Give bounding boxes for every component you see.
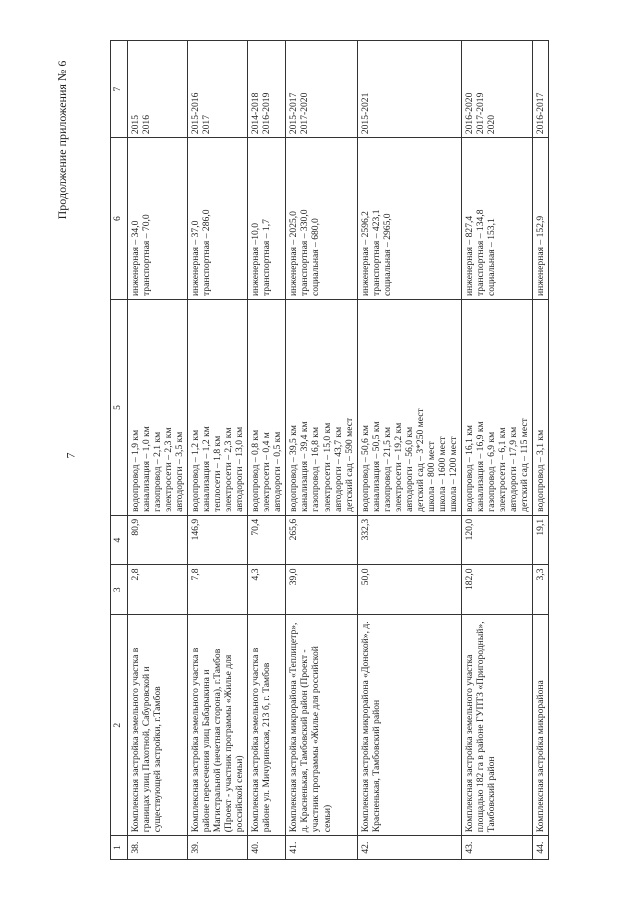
area-cell: 50,0 bbox=[357, 565, 461, 615]
table-row bbox=[533, 41, 549, 860]
header-cell: 2 bbox=[111, 615, 128, 836]
cell-line: 2015-2021 bbox=[359, 92, 371, 135]
cell-line: автодороги – 3,5 км bbox=[174, 431, 186, 512]
table-row bbox=[461, 41, 532, 860]
header-cell: 3 bbox=[111, 565, 128, 615]
cell-line: детский сад – 590 мест bbox=[343, 417, 355, 512]
cell-line: школа – 800 мест bbox=[425, 441, 437, 512]
cell-line: электросети – 15,0 км bbox=[321, 422, 333, 512]
cell-line: газопровод – 6,9 км bbox=[485, 431, 497, 512]
row-number-cell: 42. bbox=[357, 836, 461, 860]
volume-cell: 146,9 bbox=[188, 515, 248, 565]
cell-line: детский сад – 115 мест bbox=[519, 418, 531, 512]
cell-line: водопровод – 0,8 км bbox=[250, 429, 262, 512]
cell-line: водопровод – 1,2 км bbox=[190, 429, 202, 512]
project-name-cell: Комплексная застройка земельного участка площадью 182 га в районе ГУПТЗ «Пригородный», Тамбовский район bbox=[461, 615, 532, 836]
header-cell: 5 bbox=[111, 300, 128, 516]
cell-line: водопровод – 3,1 км bbox=[535, 429, 547, 512]
cell-line: электросети – 0,4 м bbox=[261, 432, 273, 512]
cell-line: 2020 bbox=[485, 114, 497, 135]
project-name-cell: Комплексная застройка микрорайона «Теплицетр», д. Красненькая, Тамбовский район (Проект - участник программы «Жилье для российской семьи) bbox=[286, 615, 357, 836]
project-name-cell: Комплексная застройка земельного участка в районе пересечения улиц Бабарыкина и Магистральной (нечетная сторона), г.Тамбов (Проект - участник программы «Жилье для российской семьи) bbox=[188, 615, 248, 836]
table-row bbox=[357, 41, 461, 860]
cell-line: школа – 1200 мест bbox=[447, 436, 459, 512]
area-cell: 7,8 bbox=[188, 565, 248, 615]
header-cell: 1 bbox=[111, 836, 128, 860]
cost-cell bbox=[533, 138, 549, 300]
cell-line: водопровод – 39,5 км bbox=[288, 425, 300, 512]
volume-cell: 332,3 bbox=[357, 515, 461, 565]
cell-line: электросети – 2,3 км bbox=[223, 427, 235, 512]
cell-line: транспортная – 1,7 bbox=[261, 219, 273, 297]
project-name-cell: Комплексная застройка микрорайона «Донской», д. Красненькая, Тамбовский район bbox=[357, 615, 461, 836]
period-cell bbox=[533, 41, 549, 138]
cell-line: 2017-2019 bbox=[474, 92, 486, 135]
cell-line: 2015 bbox=[130, 114, 141, 135]
cell-line: социальная – 680,0 bbox=[310, 218, 322, 297]
infrastructure-cell bbox=[533, 300, 549, 516]
area-cell: 182,0 bbox=[461, 565, 532, 615]
cell-line: инженерная – 2025,0 bbox=[288, 211, 300, 297]
cell-line: транспортная – 330,0 bbox=[299, 209, 311, 297]
cost-cell bbox=[248, 138, 286, 300]
area-cell: 4,3 bbox=[248, 565, 286, 615]
cell-line: транспортная – 70,0 bbox=[141, 214, 153, 297]
period-cell bbox=[188, 41, 248, 138]
period-cell bbox=[461, 41, 532, 138]
cell-line: автодороги – 56,0 км bbox=[403, 426, 415, 512]
cell-line: инженерная – 37,0 bbox=[190, 220, 202, 297]
cell-line: газопровод – 16,8 км bbox=[310, 426, 322, 512]
appendix-title: Продолжение приложения № 6 bbox=[55, 60, 69, 220]
cell-line: электросети – 19,2 км bbox=[392, 422, 404, 512]
cost-cell bbox=[286, 138, 357, 300]
cell-line: школа – 1600 мест bbox=[436, 436, 448, 512]
header-row bbox=[111, 41, 128, 860]
cost-cell bbox=[188, 138, 248, 300]
cell-line: 2015-2017 bbox=[288, 92, 300, 135]
cell-line: детский сад – 3*250 мест bbox=[414, 408, 426, 512]
project-name-cell: Комплексная застройка микрорайона bbox=[533, 615, 549, 836]
table-row bbox=[248, 41, 286, 860]
period-cell bbox=[128, 41, 188, 138]
cell-line: газопровод – 2,1 км bbox=[152, 431, 164, 512]
infrastructure-cell bbox=[188, 300, 248, 516]
row-number-cell: 43. bbox=[461, 836, 532, 860]
period-cell bbox=[248, 41, 286, 138]
rotated-table-container bbox=[110, 40, 620, 860]
volume-cell: 70,4 bbox=[248, 515, 286, 565]
infrastructure-cell bbox=[357, 300, 461, 516]
table-row bbox=[286, 41, 357, 860]
header-cell: 6 bbox=[111, 138, 128, 300]
cost-cell bbox=[357, 138, 461, 300]
volume-cell: 265,6 bbox=[286, 515, 357, 565]
cell-line: автодороги – 43,7 км bbox=[332, 426, 344, 512]
cell-line: инженерная – 152,9 bbox=[535, 215, 547, 297]
area-cell: 2,8 bbox=[128, 565, 188, 615]
cell-line: социальная – 2965,0 bbox=[381, 213, 393, 297]
cell-line: водопровод – 1,9 км bbox=[130, 429, 141, 512]
project-name-cell: Комплексная застройка земельного участка в границах улиц Пахотной, Сабуровской и существующей застройки, г.Тамбов bbox=[128, 615, 188, 836]
row-number-cell: 39. bbox=[188, 836, 248, 860]
cell-line: 2014-2018 bbox=[250, 92, 262, 135]
period-cell bbox=[286, 41, 357, 138]
cell-line: социальная – 153,1 bbox=[485, 218, 497, 297]
cell-line: водопровод – 50,6 км bbox=[359, 425, 371, 512]
cell-line: инженерная – 827,4 bbox=[463, 215, 475, 297]
cell-line: канализация – 1,2 км bbox=[201, 426, 213, 512]
cell-line: канализация – 39,4 км bbox=[299, 421, 311, 512]
project-name-cell: Комплексная застройка земельного участка в районе ул. Мичуринская, 213 б, г. Тамбов bbox=[248, 615, 286, 836]
cell-line: автодороги – 13,0 км bbox=[234, 426, 246, 512]
cell-line: газопровод – 21,5 км bbox=[381, 426, 393, 512]
infrastructure-cell bbox=[286, 300, 357, 516]
cell-line: 2016-2020 bbox=[463, 92, 475, 135]
cell-line: транспортная – 286,0 bbox=[201, 209, 213, 297]
cell-line: 2017 bbox=[201, 114, 213, 135]
table-row bbox=[128, 41, 188, 860]
row-number-cell: 41. bbox=[286, 836, 357, 860]
cell-line: теплосети – 1,8 км bbox=[212, 435, 224, 512]
row-number-cell: 40. bbox=[248, 836, 286, 860]
cell-line: канализация – 50,5 км bbox=[370, 421, 382, 512]
cell-line: инженерная –10,0 bbox=[250, 223, 262, 297]
cell-line: 2016-2017 bbox=[535, 92, 547, 135]
page-number: 7 bbox=[63, 452, 78, 459]
volume-cell: 19,1 bbox=[533, 515, 549, 565]
area-cell: 39,0 bbox=[286, 565, 357, 615]
investment-projects-table bbox=[110, 40, 549, 860]
volume-cell: 80,9 bbox=[128, 515, 188, 565]
cell-line: электросети – 6,1 км bbox=[496, 427, 508, 512]
cost-cell bbox=[461, 138, 532, 300]
cell-line: транспортная – 134,8 bbox=[474, 209, 486, 297]
header-cell: 7 bbox=[111, 41, 128, 138]
cell-line: инженерная – 34,0 bbox=[130, 220, 141, 297]
cell-line: автодороги – 0,5 км bbox=[272, 431, 284, 512]
cell-line: инженерная – 2596,2 bbox=[359, 211, 371, 297]
infrastructure-cell bbox=[461, 300, 532, 516]
cell-line: 2016-2019 bbox=[261, 92, 273, 135]
infrastructure-cell bbox=[128, 300, 188, 516]
row-number-cell: 44. bbox=[533, 836, 549, 860]
volume-cell: 120,0 bbox=[461, 515, 532, 565]
cell-line: 2015-2016 bbox=[190, 92, 202, 135]
area-cell: 3,3 bbox=[533, 565, 549, 615]
table-row bbox=[188, 41, 248, 860]
cell-line: электросети – 2,3 км bbox=[163, 427, 175, 512]
cost-cell bbox=[128, 138, 188, 300]
cell-line: канализация – 16,9 км bbox=[474, 421, 486, 512]
cell-line: 2016 bbox=[141, 114, 153, 135]
period-cell bbox=[357, 41, 461, 138]
cell-line: транспортная – 423,1 bbox=[370, 209, 382, 297]
infrastructure-cell bbox=[248, 300, 286, 516]
header-cell: 4 bbox=[111, 515, 128, 565]
cell-line: автодороги – 17,9 км bbox=[508, 426, 519, 512]
cell-line: канализация – 1,0 км bbox=[141, 426, 153, 512]
row-number-cell: 38. bbox=[128, 836, 188, 860]
cell-line: 2017-2020 bbox=[299, 92, 311, 135]
cell-line: водопровод – 16,1 км bbox=[463, 425, 475, 512]
